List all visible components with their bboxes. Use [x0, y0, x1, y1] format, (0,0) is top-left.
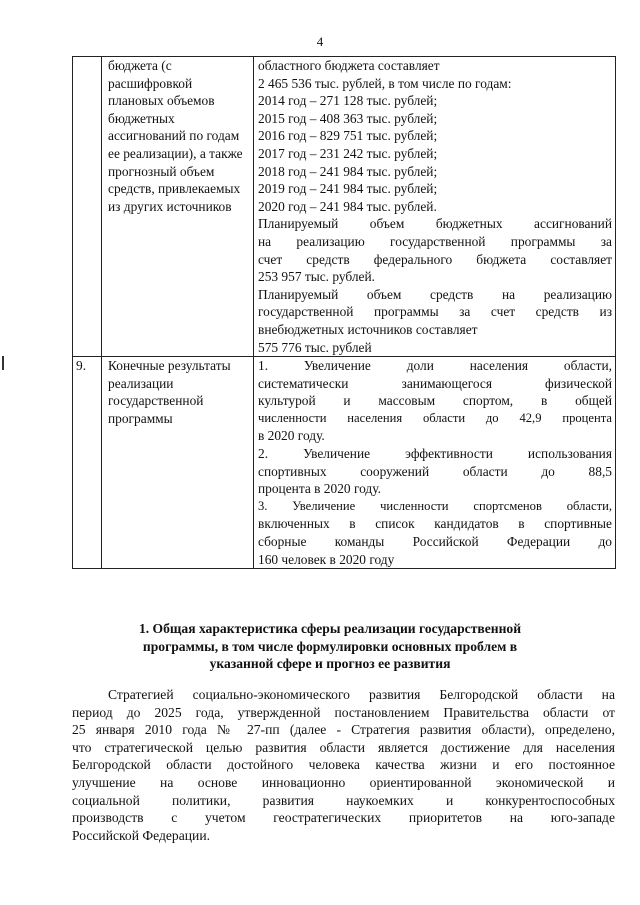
margin-mark	[2, 356, 4, 370]
content-line: государственной программы за счет средств из	[258, 304, 612, 320]
content-line: 2 465 536 тыс. рублей, в том числе по годам:	[258, 75, 512, 91]
paragraph-line: производств с учетом геостратегических приоритетов на юго-западе	[72, 810, 615, 826]
content-line: 2015 год – 408 363 тыс. рублей;	[258, 110, 438, 126]
content-line: на реализацию государственной программы за	[258, 233, 612, 249]
content-line: 2016 год – 829 751 тыс. рублей;	[258, 128, 438, 144]
name-line: программы	[108, 410, 173, 426]
paragraph-line: Российской Федерации.	[72, 827, 210, 843]
name-line: ее реализации), а также	[108, 145, 243, 161]
content-line: сборные команды Российской Федерации до	[258, 534, 612, 550]
paragraph-line: Белгородской области достойного человека качества жизни и его постоянное	[72, 757, 615, 773]
content-line: Планируемый объем бюджетных ассигнований	[258, 216, 612, 232]
row-number-cell: 9.	[73, 357, 102, 569]
content-line: 1. Увеличение доли населения области,	[258, 358, 612, 374]
heading-line: указанной сфере и прогноз ее развития	[209, 656, 451, 672]
name-line: реализации	[108, 375, 174, 391]
heading-line: 1. Общая характеристика сферы реализации государственной	[138, 621, 522, 636]
table-row	[73, 57, 616, 357]
name-line: средств, привлекаемых	[108, 181, 241, 197]
paragraph-line: период до 2025 года, утвержденной постановлением Правительства области от	[72, 704, 615, 720]
paragraph-line: Стратегией социально-экономического развития Белгородской области на	[108, 687, 615, 702]
content-line: 160 человек в 2020 году	[258, 551, 395, 567]
section-heading	[90, 620, 570, 673]
row-name-cell	[102, 357, 254, 569]
content-line: 2. Увеличение эффективности использования	[258, 446, 612, 462]
row-content-cell	[254, 57, 616, 357]
row-content-cell	[254, 357, 616, 569]
content-line: 2017 год – 231 242 тыс. рублей;	[258, 145, 438, 161]
name-line: плановых объемов	[108, 93, 215, 109]
name-line: из других источников	[108, 198, 232, 214]
content-line: 3. Увеличение численности спортсменов области,	[258, 498, 612, 513]
name-line: бюджета (с	[108, 58, 172, 73]
name-line: государственной	[108, 393, 204, 409]
content-line: 2019 год – 241 984 тыс. рублей;	[258, 181, 438, 197]
paragraph-line: социальной политики, развития наукоемких и конкурентоспособных	[72, 792, 615, 808]
content-line: систематически занимающегося физической	[258, 375, 612, 391]
content-line: численности населения области до 42,9 процента	[258, 410, 612, 425]
content-line: внебюджетных источников составляет	[258, 321, 478, 337]
content-line: в 2020 году.	[258, 428, 325, 444]
content-line: счет средств федерального бюджета составляет	[258, 251, 612, 267]
heading-line: программы, в том числе формулировки основных проблем в	[142, 638, 518, 654]
content-line: Планируемый объем средств на реализацию	[258, 286, 612, 302]
page-number: 4	[316, 34, 324, 49]
content-line: культурой и массовым спортом, в общей	[258, 393, 612, 409]
content-line: спортивных сооружений области до 88,5	[258, 463, 612, 479]
row-name-cell	[102, 57, 254, 357]
name-line: расшифровкой	[108, 75, 193, 91]
content-line: процента в 2020 году.	[258, 481, 381, 497]
paragraph-line: что стратегической целью развития области является достижение для населения	[72, 739, 615, 755]
content-line: 2020 год – 241 984 тыс. рублей.	[258, 198, 437, 214]
paragraph-line: улучшение на основе инновационно ориентированной экономической и	[72, 774, 615, 790]
paragraph-line: 25 января 2010 года № 27-пп (далее - Стратегия развития области), определено,	[72, 722, 615, 738]
content-line: 575 776 тыс. рублей	[258, 339, 372, 355]
program-passport-table	[72, 56, 616, 569]
name-line: ассигнований по годам	[108, 128, 240, 144]
row-number-cell	[73, 57, 102, 357]
content-line: областного бюджета составляет	[258, 58, 440, 73]
content-line: включенных в список кандидатов в спортивные	[258, 516, 612, 532]
body-paragraph	[72, 686, 615, 844]
name-line: Конечные результаты	[108, 358, 231, 374]
content-line: 253 957 тыс. рублей.	[258, 269, 376, 285]
name-line: прогнозный объем	[108, 163, 215, 179]
content-line: 2014 год – 271 128 тыс. рублей;	[258, 93, 438, 109]
name-line: бюджетных	[108, 110, 175, 126]
content-line: 2018 год – 241 984 тыс. рублей;	[258, 163, 438, 179]
table-row	[73, 357, 616, 569]
